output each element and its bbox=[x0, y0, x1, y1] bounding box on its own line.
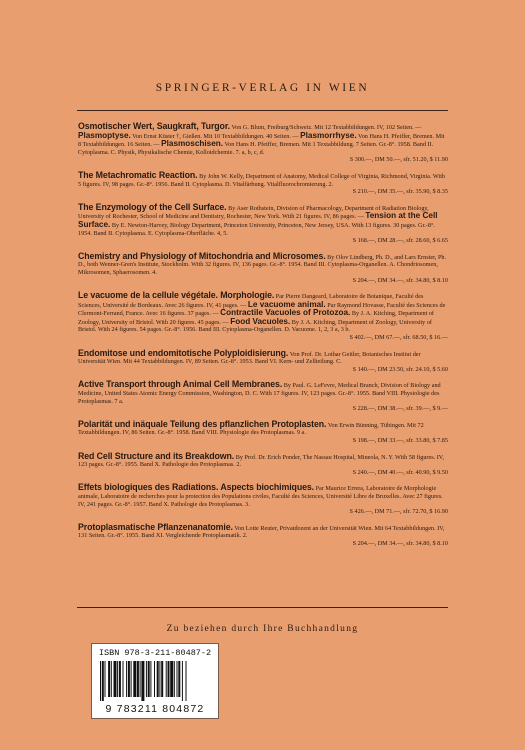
barcode-bar bbox=[123, 661, 124, 697]
barcode-bar bbox=[131, 661, 132, 697]
barcode-bar bbox=[148, 661, 150, 697]
book-entry bbox=[78, 123, 448, 164]
book-title: Red Cell Structure and its Breakdown. bbox=[78, 450, 235, 461]
isbn-label: ISBN 978-3-211-80487-2 bbox=[98, 648, 212, 658]
book-price: S 228.—, DM 38.—, sfr. 39.—, $ 9.— bbox=[352, 405, 448, 413]
book-title: Le vacuome de la cellule végétale. Morphologie. bbox=[78, 290, 275, 301]
book-description: Von Lotte Reuter, Privatdozent an der Universität Wien. Mit 64 Textabbildungen. IV, 131 Seiten. Gr.-8°. 1955. Band XI. Vergleichende Protoplasmatik. 2. bbox=[78, 524, 445, 540]
barcode-bar bbox=[133, 661, 136, 697]
book-description: By E. Newton-Harvey, Biology Department, Princeton University, Princeton, New Jersey, USA. With 13 figures. 30 pages. Gr.-8°. 1954. Band II. Cytoplasma. E. Cytoplasma-Oberfläche. 4, 5. bbox=[78, 221, 435, 237]
book-entry bbox=[78, 250, 448, 284]
book-description: By Olov Lindberg, Ph. D., and Lars Ernster, Ph. D., both Wenner-Gren's Institute, Stockholm. With 32 figures. IV, 136 pages. Gr.-8°. 1954. Band III. Cytoplasma-Organellen. A. Chondriosomen, Mikrosomen, Sphaerosomen. 4. bbox=[78, 253, 447, 276]
barcode-bar bbox=[150, 661, 151, 697]
book-entry bbox=[78, 418, 448, 445]
barcode-bar bbox=[119, 661, 121, 697]
book-price: S 168.—, DM 28.—, sfr. 28.60, $ 6.65 bbox=[352, 237, 448, 245]
barcode-bar bbox=[170, 661, 173, 697]
book-description: By Prof. Dr. Erich Ponder, The Nassau Hospital, Mineola, N. Y. With 58 figures. IV, 123 pages. Gr.-8°. 1955. Band X. Pathologie des Protoplasmas. 2. bbox=[78, 453, 445, 469]
barcode-bar bbox=[141, 661, 144, 701]
barcode-bar bbox=[166, 661, 167, 697]
book-entry bbox=[78, 450, 448, 477]
barcode-bar bbox=[159, 661, 160, 697]
barcode-bar bbox=[146, 661, 147, 697]
barcode-bar bbox=[100, 661, 101, 701]
book-description: Par Maurice Errera, Laboratoire de Morphologie animale, Laboratoire de recherches pour la protection des Populations civiles, Faculté des Sciences, Université Libre de Bruxelles. Avec 27 figures. IV, 241 pages. Gr.-8°. 1957. Band X. Pathologie des Protoplasmas. 3. bbox=[78, 485, 443, 508]
book-description: Von Ernst Küster †, Gießen. Mit 10 Textabbildungen. 40 Seiten. — bbox=[132, 132, 299, 140]
book-price: S 198.—, DM 33.—, sfr. 33.80, $ 7.85 bbox=[352, 437, 448, 444]
book-title: The Enzymology of the Cell Surface. bbox=[78, 201, 227, 212]
book-entry bbox=[78, 347, 448, 374]
book-description: By John W. Kelly, Department of Anatomy, Medical College of Virginia, Richmond, Virginia. With 5 figures. IV, 98 pages. Gr.-8°. 1956. Band II. Cytoplasma. D. Vitalfärbung. Vitalfluorochromierung. 2. bbox=[78, 172, 446, 188]
book-title: Tension at the Cell Surface. bbox=[78, 211, 438, 229]
barcode-bar bbox=[102, 661, 104, 701]
book-title: Le vacuome animal. bbox=[247, 299, 326, 309]
barcode-bar bbox=[182, 661, 183, 701]
book-title: The Metachromatic Reaction. bbox=[78, 169, 198, 180]
book-description: Von Prof. Dr. Lothar Geitler, Botanisches Institut der Universität Wien. Mit 44 Textabbildungen. IV, 89 Seiten. Gr.-8°. 1953. Band VI. Kern- und Zellteilung. C. bbox=[78, 350, 421, 366]
barcode-digits: 9 783211 804872 bbox=[105, 703, 205, 715]
barcode-bar bbox=[174, 661, 175, 697]
barcode-bar bbox=[126, 661, 127, 697]
book-price: S 140.—, DM 23.50, sfr. 24.10, $ 5.60 bbox=[352, 365, 448, 373]
book-entry bbox=[78, 381, 448, 412]
book-title: Contractile Vacuoles of Protozoa. bbox=[220, 308, 351, 318]
book-price: S 240.—, DM 40.—, sfr. 40.90, $ 9.50 bbox=[352, 468, 448, 476]
barcode-bar bbox=[161, 661, 163, 697]
barcode-bar bbox=[168, 661, 170, 697]
book-entry bbox=[78, 521, 448, 548]
book-description: Par Raymond Hovasse, Faculté des Sciences de Clermont-Ferrand, France. Avec 16 figures. 37 pages. — bbox=[78, 301, 446, 318]
book-title: Plasmorrhyse. bbox=[300, 130, 357, 140]
book-price: S 402.—, DM 67.—, sfr. 68.50, $ 16.— bbox=[349, 334, 448, 342]
book-title: Endomitose und endomitotische Polyploidisierung. bbox=[78, 347, 289, 358]
bottom-divider bbox=[77, 607, 448, 608]
barcode-bar bbox=[154, 661, 155, 697]
book-description: By J. A. Kitching, Department of Zoology, University of Bristol. With 20 figures. 45 pages. — bbox=[78, 310, 434, 326]
book-title: Plasmoschisen. bbox=[161, 139, 224, 149]
barcode-bar bbox=[186, 661, 187, 701]
book-description: By Paul. G. LeFevre, Medical Branch, Division of Biology and Medicine, United States Atomic Energy Commission, Washington, D. C. With 17 figures. IV, 123 pages. Gr.-8°. 1955. Band VIII. Physiologie des Protoplasmas. 7 a. bbox=[78, 382, 441, 405]
barcode-bar bbox=[140, 661, 141, 697]
book-price: S 204.—, DM 34.—, sfr. 34.80, $ 8.10 bbox=[352, 539, 448, 547]
book-price: S 426.—, DM 71.—, sfr. 72.70, $ 16.90 bbox=[349, 508, 448, 516]
book-price: S 300.—, DM 50.—, sfr. 51.20, $ 11.90 bbox=[349, 156, 448, 164]
book-title: Osmotischer Wert, Saugkraft, Turgor. bbox=[78, 121, 231, 131]
top-divider bbox=[77, 110, 448, 111]
footer-note: Zu beziehen durch Ihre Buchhandlung bbox=[166, 624, 359, 634]
isbn-barcode bbox=[91, 643, 219, 719]
barcode-bar bbox=[108, 661, 110, 697]
book-title: Effets biologiques des Radiations. Aspects biochimiques. bbox=[78, 482, 315, 493]
book-description: Von G. Blum, Freiburg/Schweiz. Mit 12 Textabbildungen. IV, 102 Seiten. — bbox=[231, 124, 422, 131]
barcode-bars bbox=[100, 661, 210, 701]
barcode-bar bbox=[178, 661, 180, 697]
book-title: Polarität und inäquale Teilung des pflanzlichen Protoplasten. bbox=[78, 418, 327, 429]
book-title: Plasmoptyse. bbox=[78, 130, 131, 140]
barcode-bar bbox=[111, 661, 112, 697]
book-description: Von Erwin Bünning, Tübingen. Mit 72 Textabbildungen. IV, 86 Seiten. Gr.-8°. 1958. Band VIII. Physiologie des Protoplasmas. 9 a. bbox=[78, 421, 424, 437]
book-description: Par Pierre Dangeard, Laboratoire de Botanique, Faculté des Sciences, Université de Bordeaux. Avec 26 figures. IV, 41 pages. — bbox=[78, 293, 424, 309]
barcode-bar bbox=[128, 661, 130, 697]
book-title: Food Vacuoles. bbox=[230, 316, 291, 326]
barcode-bar bbox=[137, 661, 139, 697]
barcode-bar bbox=[117, 661, 118, 697]
book-entry bbox=[78, 169, 448, 196]
book-title: Chemistry and Physiology of Mitochondria and Microsomes. bbox=[78, 250, 326, 261]
book-description: Von Hans H. Pfeiffer, Bremen. Mit 1 Textabbildung. 7 Seiten. Gr.-8°. 1958. Band II. Cytoplasma. C. Physik, Physikalische Chemie, Kolloidchemie. 7. a, b, c, d. bbox=[78, 141, 434, 156]
barcode-bar bbox=[177, 661, 178, 697]
book-title: Active Transport through Animal Cell Membranes. bbox=[78, 379, 283, 390]
book-description: By J. A. Kitching, Department of Zoology, University of Bristol. With 24 figures. 54 pages. Gr.-8°. 1956. Band III. Cytoplasma-Organellen. D. Vacuome. 1, 2, 3 a, 3 b. bbox=[78, 318, 432, 334]
barcode-bar bbox=[114, 661, 117, 697]
book-description: By Aser Rothstein, Division of Pharmacology, Department of Radiation Biology, University of Rochester, School of Medicine and Dentistry, Rochester, New York. With 21 figures. IV, 86 pages. — bbox=[78, 204, 429, 221]
barcode-bar bbox=[105, 661, 106, 697]
book-entry bbox=[78, 292, 448, 342]
book-price: S 210.—, DM 35.—, sfr. 35.90, $ 8.35 bbox=[352, 188, 448, 196]
barcode-bar bbox=[157, 661, 159, 697]
book-title: Protoplasmatische Pflanzenanatomie. bbox=[78, 521, 233, 532]
publisher-heading: SPRINGER-VERLAG IN WIEN bbox=[155, 82, 370, 94]
book-list bbox=[78, 123, 448, 556]
book-price: S 204.—, DM 34.—, sfr. 34.80, $ 8.10 bbox=[352, 276, 448, 284]
book-entry bbox=[78, 201, 448, 245]
book-entry bbox=[78, 484, 448, 515]
book-description: Von Hans H. Pfeiffer, Bremen. Mit 8 Textabbildungen. 16 Seiten. — bbox=[78, 132, 445, 149]
